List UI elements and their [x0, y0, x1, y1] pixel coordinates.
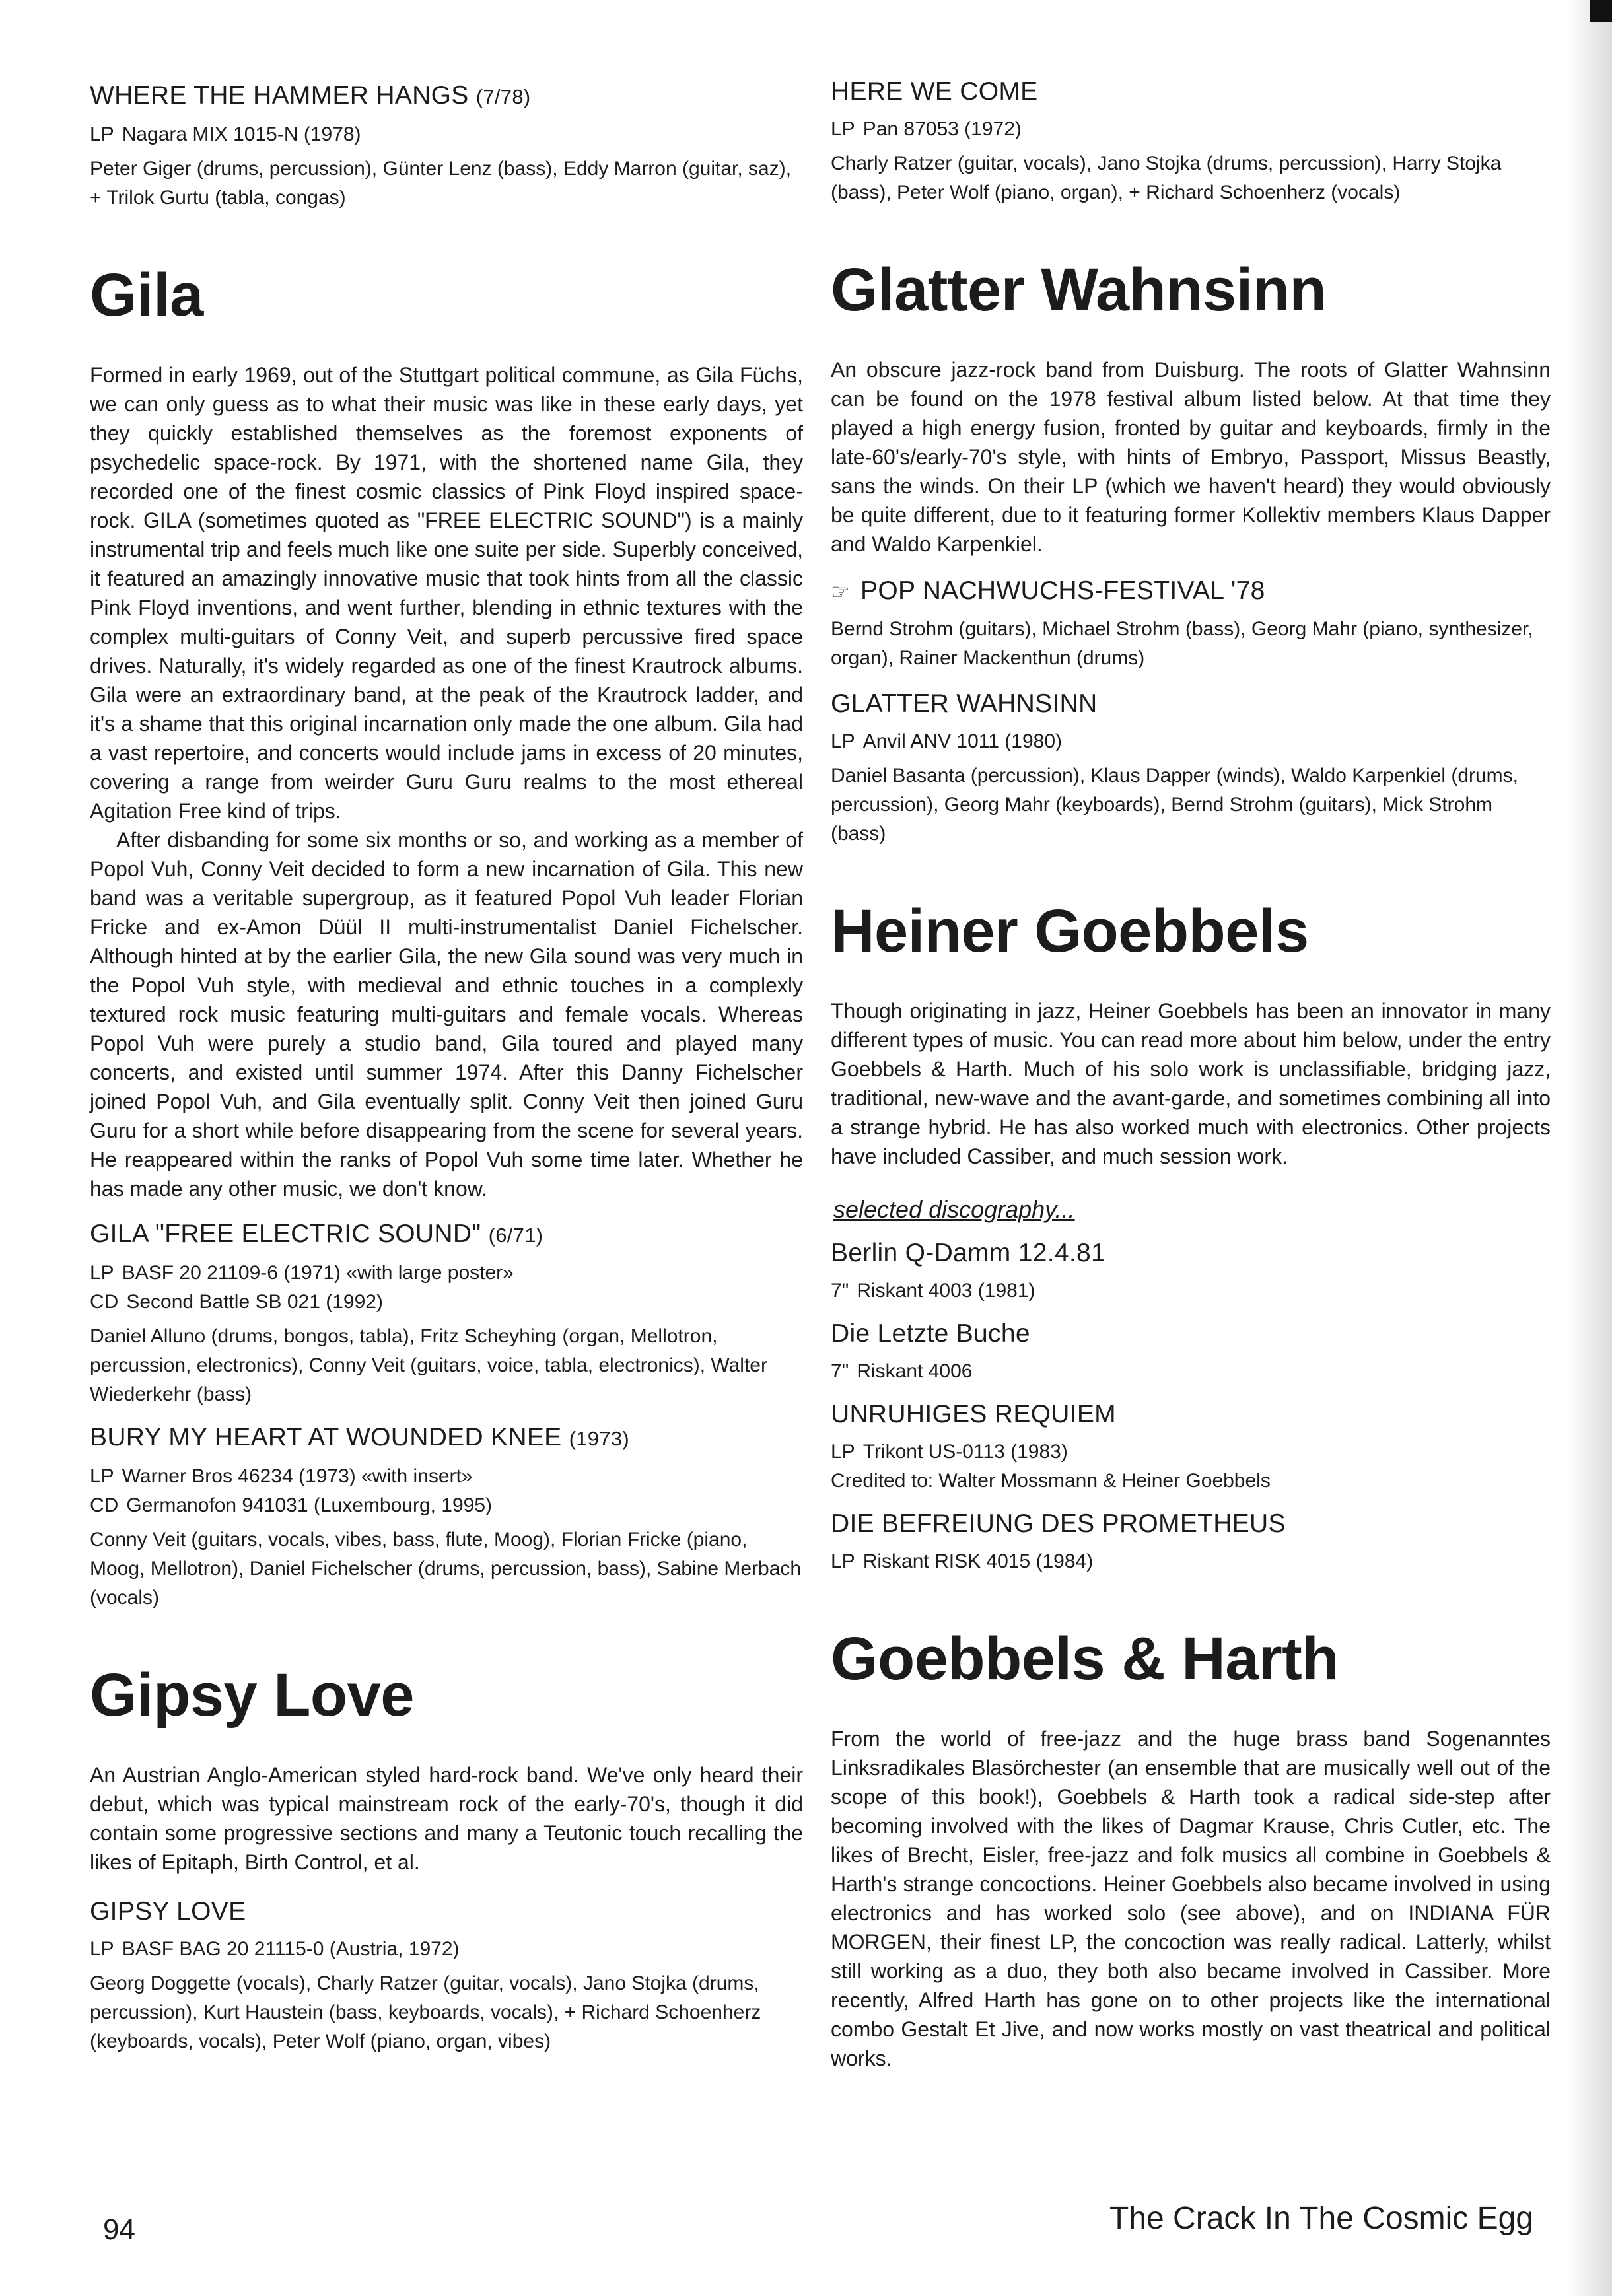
format-tag: 7"	[831, 1360, 849, 1382]
release-personnel: Charly Ratzer (guitar, vocals), Jano Stojka (drums, percussion), Harry Stojka (bass), Peter Wolf (piano, organ), + Richard Schoenherz (vocals)	[831, 153, 1502, 203]
release-personnel: Peter Giger (drums, percussion), Günter Lenz (bass), Eddy Marron (guitar, saz), + Trilok Gurtu (tabla, congas)	[90, 158, 792, 209]
release-catalog: BASF 20 21109-6 (1971) «with large poster»	[122, 1262, 514, 1284]
release-format-line	[90, 120, 803, 149]
release-format-line	[831, 1438, 1551, 1467]
release-format-line	[90, 1462, 803, 1491]
release-catalog: Nagara MIX 1015-N (1978)	[122, 123, 361, 145]
release-catalog: Pan 87053 (1972)	[862, 118, 1022, 140]
entry-body	[90, 361, 803, 1203]
release-title	[831, 574, 1551, 608]
format-tag: LP	[831, 730, 855, 752]
release-catalog: Trikont US-0113 (1983)	[862, 1441, 1068, 1463]
body-paragraph: An obscure jazz-rock band from Duisburg. The roots of Glatter Wahnsinn can be found on the 1978 festival album listed below. At that time they played a high energy fusion, fronted by guitar and keyboards, firmly in the late-60's/early-70's style, with hints of Embryo, Passport, Missus Beastly, sans the winds. On their LP (which we haven't heard) they would obviously be quite different, due to it featuring former Kollektiv members Klaus Dapper and Waldo Karpenkiel.	[831, 358, 1551, 556]
entry-body	[90, 1760, 803, 1877]
scan-page-edge	[1566, 0, 1612, 2296]
entry-body	[831, 996, 1551, 1171]
release-title: HERE WE COME	[831, 77, 1038, 106]
page-number: 94	[103, 2213, 135, 2246]
entry-body	[831, 355, 1551, 559]
discography-heading: selected discography...	[833, 1196, 1075, 1223]
release-personnel: Georg Doggette (vocals), Charly Ratzer (guitar, vocals), Jano Stojka (drums, percussion), Kurt Haustein (bass, keyboards, vocals), + Richard Schoenherz (keyboards, vocals), Peter Wolf (piano, organ, vibes)	[90, 1972, 761, 2052]
format-tag: LP	[831, 1550, 855, 1572]
format-tag: LP	[90, 123, 114, 145]
release-title-text: POP NACHWUCHS-FESTIVAL '78	[860, 576, 1265, 605]
body-paragraph: After disbanding for some six months or so, and working as a member of Popol Vuh, Conny Veit decided to form a new incarnation of Gila. This new band was a veritable supergroup, as it featured Popol Vuh leader Florian Fricke and ex-Amon Düül II multi-instrumentalist Daniel Fichelscher. Although hinted at by the earlier Gila, the new Gila sound was very much in the Popol Vuh style, with medieval and ethnic touches in a complexly textured rock music featuring multi-guitars and female vocals. Whereas Popol Vuh were purely a studio band, Gila toured and played many concerts, and existed until summer 1974. After this Danny Fichelscher joined Popol Vuh, and Gila eventually split. Conny Veit then joined Guru Guru for a short while before disappearing from the scene for several years. He reappeared within the ranks of Popol Vuh some time later. Whether he has made any other music, we don't know.	[90, 828, 803, 1200]
release-format-line	[831, 727, 1551, 756]
format-tag: LP	[831, 1441, 855, 1463]
release-credit-note: Credited to: Walter Mossmann & Heiner Goebbels	[831, 1470, 1271, 1492]
band-heading: Glatter Wahnsinn	[831, 256, 1327, 324]
format-tag: CD	[90, 1291, 119, 1313]
scan-corner-mark	[1590, 0, 1612, 22]
format-tag: CD	[90, 1494, 119, 1516]
release-format-line	[90, 1288, 803, 1317]
pointing-hand-icon: ☞	[831, 580, 850, 604]
body-paragraph: Though originating in jazz, Heiner Goebbels has been an innovator in many different types of music. You can read more about him below, under the entry Goebbels & Harth. Much of his solo work is unclassifiable, bridging jazz, traditional, new-wave and the avant-garde, and sometimes combining all into a strange hybrid. He has also worked much with electronics. Other projects have included Cassiber, and much session work.	[831, 999, 1551, 1168]
format-tag: 7"	[831, 1280, 849, 1302]
release-personnel: Daniel Basanta (percussion), Klaus Dapper (winds), Waldo Karpenkiel (drums, percussion), Georg Mahr (keyboards), Bernd Strohm (guitars), Mick Strohm (bass)	[831, 765, 1519, 845]
release-personnel: Conny Veit (guitars, vocals, vibes, bass, flute, Moog), Florian Fricke (piano, Moog, Mellotron), Daniel Fichelscher (drums, percussion, bass), Sabine Merbach (vocals)	[90, 1529, 802, 1609]
release-catalog: Second Battle SB 021 (1992)	[126, 1291, 383, 1313]
release-catalog: Warner Bros 46234 (1973) «with insert»	[122, 1465, 473, 1487]
release-personnel: Daniel Alluno (drums, bongos, tabla), Fritz Scheyhing (organ, Mellotron, percussion, electronics), Conny Veit (guitars, voice, tabla, electronics), Walter Wiederkehr (bass)	[90, 1325, 767, 1405]
left-column	[90, 66, 803, 2056]
release-title: UNRUHIGES REQUIEM	[831, 1400, 1116, 1428]
entry-gila	[90, 259, 803, 1613]
release-catalog: BASF BAG 20 21115-0 (Austria, 1972)	[122, 1938, 460, 1960]
running-footer-title: The Crack In The Cosmic Egg	[1109, 2201, 1534, 2236]
release-format-line	[831, 1276, 1551, 1305]
release-title-text: WHERE THE HAMMER HANGS	[90, 81, 469, 110]
release-format-line	[831, 115, 1551, 144]
release-date: (1973)	[569, 1427, 630, 1450]
right-column	[831, 66, 1551, 2073]
release-catalog: Riskant 4006	[857, 1360, 973, 1382]
release-catalog: Germanofon 941031 (Luxembourg, 1995)	[126, 1494, 493, 1516]
entry-heiner-goebbels	[831, 895, 1551, 1576]
release-catalog: Anvil ANV 1011 (1980)	[862, 730, 1062, 752]
release-catalog: Riskant 4003 (1981)	[857, 1280, 1035, 1302]
release-format-line	[90, 1935, 803, 1964]
release-title: DIE BEFREIUNG DES PROMETHEUS	[831, 1510, 1286, 1538]
format-tag: LP	[90, 1938, 114, 1960]
release-format-line	[90, 1259, 803, 1288]
release-date: (7/78)	[475, 85, 531, 108]
band-heading: Gila	[90, 261, 203, 329]
entry-glatter-wahnsinn	[831, 254, 1551, 849]
release-title	[90, 79, 803, 114]
release-here-we-come	[831, 75, 1551, 207]
release-title: GIPSY LOVE	[90, 1897, 246, 1926]
entry-body	[831, 1724, 1551, 2073]
release-title	[90, 1218, 803, 1252]
body-paragraph: An Austrian Anglo-American styled hard-rock band. We've only heard their debut, which was typical mainstream rock of the early-70's, though it did contain some progressive sections and many a Teutonic touch recalling the likes of Epitaph, Birth Control, et al.	[90, 1763, 803, 1874]
release-personnel: Bernd Strohm (guitars), Michael Strohm (bass), Georg Mahr (piano, synthesizer, organ), Rainer Mackenthun (drums)	[831, 618, 1533, 669]
release-format-line	[831, 1547, 1551, 1576]
band-heading: Heiner Goebbels	[831, 897, 1309, 965]
release-where-the-hammer-hangs	[90, 79, 803, 213]
format-tag: LP	[831, 118, 855, 140]
entry-goebbels-harth	[831, 1622, 1551, 2073]
format-tag: LP	[90, 1262, 114, 1284]
release-format-line	[831, 1357, 1551, 1386]
entry-gipsy-love	[90, 1659, 803, 2056]
release-title: Berlin Q-Damm 12.4.81	[831, 1239, 1105, 1267]
body-paragraph: From the world of free-jazz and the huge brass band Sogenanntes Linksradikales Blasörchester (an ensemble that are musically well out of the scope of this book!), Goebbels & Harth took a radical side-step after becoming involved with the likes of Dagmar Krause, Chris Cutler, etc. The likes of Brecht, Eisler, free-jazz and folk musics all combine in Goebbels & Harth's strange concoctions. Heiner Goebbels also became involved in using electronics and has worked solo (see above), and on INDIANA FÜR MORGEN, their finest LP, the concoction was really radical. Latterly, whilst still working as a duo, they both also became involved in Cassiber. More recently, Alfred Harth has gone on to other projects like the international combo Gestalt Et Jive, and now works mostly on vast theatrical and political works.	[831, 1727, 1551, 2070]
release-format-line	[90, 1491, 803, 1520]
band-heading: Goebbels & Harth	[831, 1625, 1339, 1692]
release-title-text: GILA "FREE ELECTRIC SOUND"	[90, 1220, 481, 1248]
release-date: (6/71)	[488, 1224, 543, 1247]
release-title	[90, 1421, 803, 1455]
band-heading: Gipsy Love	[90, 1661, 414, 1729]
release-catalog: Riskant RISK 4015 (1984)	[862, 1550, 1094, 1572]
release-title: GLATTER WAHNSINN	[831, 689, 1098, 718]
body-paragraph: Formed in early 1969, out of the Stuttgart political commune, as Gila Füchs, we can only guess as to what their music was like in these early days, yet they quickly established themselves as the foremost exponents of psychedelic space-rock. By 1971, with the shortened name Gila, they recorded one of the finest cosmic classics of Pink Floyd inspired space-rock. GILA (sometimes quoted as "FREE ELECTRIC SOUND") is a mainly instrumental trip and feels much like one suite per side. Superbly conceived, it featured an amazingly innovative music that took hints from all the classic Pink Floyd inventions, and went further, blending in ethnic textures with the complex multi-guitars of Conny Veit, and superb percussive fired space drives. Naturally, it's widely regarded as one of the finest Krautrock albums. Gila were an extraordinary band, at the peak of the Krautrock ladder, and it's a shame that this original incarnation only made the one album. Gila had a vast repertoire, and concerts would include jams in excess of 20 minutes, covering a range from weirder Guru Guru realms to the most ethereal Agitation Free kind of trips.	[90, 363, 803, 823]
release-title-text: BURY MY HEART AT WOUNDED KNEE	[90, 1423, 562, 1451]
release-title: Die Letzte Buche	[831, 1319, 1030, 1348]
format-tag: LP	[90, 1465, 114, 1487]
